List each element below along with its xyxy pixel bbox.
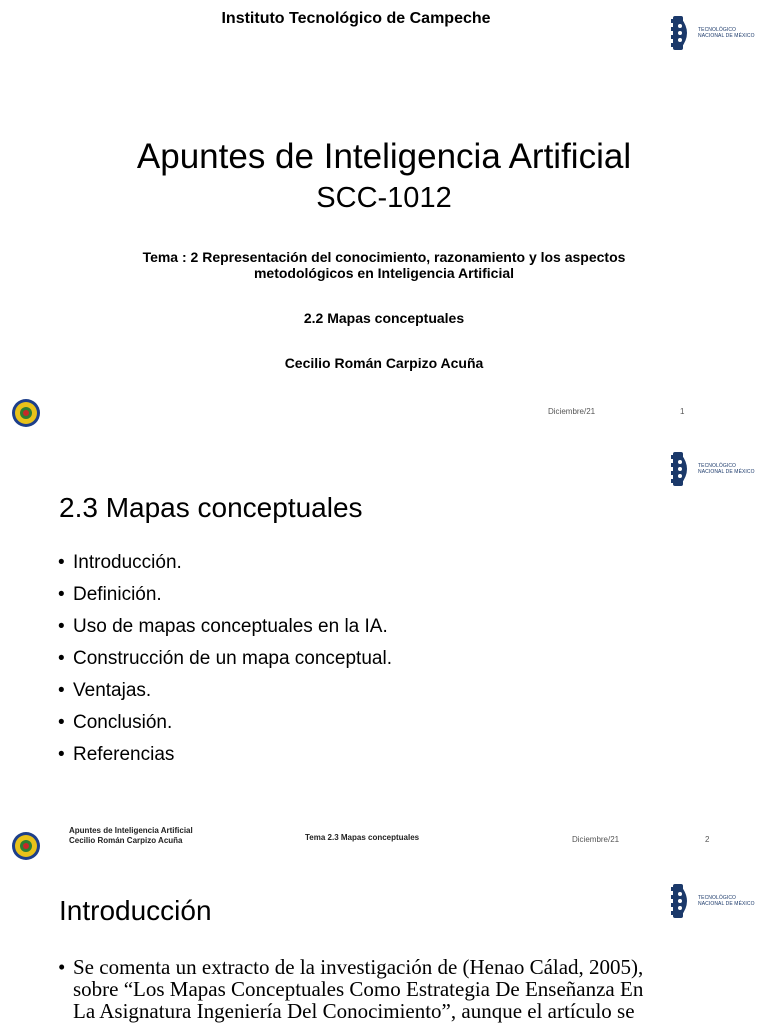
footer-course-author: [69, 826, 193, 846]
tecnm-logo-line2: NACIONAL DE MÉXICO: [698, 901, 755, 907]
bullet-dot: •: [58, 955, 66, 979]
footer-page-number: 1: [680, 407, 685, 416]
institute-seal-icon: [11, 398, 41, 428]
list-item: • Introducción.: [58, 552, 182, 573]
paragraph-line: Se comenta un extracto de la investigación de (Henao Cálad, 2005),: [73, 955, 644, 979]
list-item: • Uso de mapas conceptuales en la IA.: [58, 616, 388, 637]
slide-2: [0, 440, 768, 870]
tecnm-logo-line2: NACIONAL DE MÉXICO: [698, 33, 755, 39]
tecnm-logo: [671, 450, 755, 488]
bullet-list: [58, 547, 392, 771]
intro-paragraph: [58, 956, 738, 1022]
tecnm-logo-line2: NACIONAL DE MÉXICO: [698, 469, 755, 475]
slide-title: 2.3 Mapas conceptuales: [59, 492, 363, 523]
slide-1: [0, 0, 768, 440]
footer-date: Diciembre/21: [548, 407, 596, 416]
institution-name: Instituto Tecnológico de Campeche: [221, 10, 491, 27]
footer-author: Cecilio Román Carpizo Acuña: [69, 836, 183, 845]
author-name: Cecilio Román Carpizo Acuña: [284, 355, 484, 371]
list-item: • Definición.: [58, 584, 162, 605]
gear-emblem-icon: [671, 14, 693, 52]
tecnm-logo: [671, 14, 755, 52]
slide-title: Introducción: [59, 895, 212, 926]
list-item: • Referencias: [58, 744, 175, 765]
subtopic-text: 2.2 Mapas conceptuales: [303, 310, 465, 326]
paragraph-line: sobre “Los Mapas Conceptuales Como Estrategia De Enseñanza En: [73, 977, 644, 1001]
course-code: SCC-1012: [316, 182, 452, 214]
tecnm-logo-line1: TECNOLÓGICO: [698, 895, 737, 901]
footer-page-number: 2: [705, 835, 710, 844]
topic-text: Tema : 2 Representación del conocimiento, razonamiento y los aspectos metodológicos en Inteligencia Artificial: [142, 249, 626, 281]
list-item: • Construcción de un mapa conceptual.: [58, 648, 392, 669]
footer-topic: Tema 2.3 Mapas conceptuales: [305, 833, 420, 842]
institute-seal-icon: [11, 831, 41, 861]
gear-emblem-icon: [671, 450, 693, 488]
tecnm-logo: [671, 882, 755, 920]
tecnm-logo-line1: TECNOLÓGICO: [698, 463, 737, 469]
list-item: • Ventajas.: [58, 680, 152, 701]
footer-course: Apuntes de Inteligencia Artificial: [69, 826, 193, 835]
list-item: • Conclusión.: [58, 712, 173, 733]
paragraph-line: La Asignatura Ingeniería Del Conocimiento”, aunque el artículo se: [73, 999, 635, 1023]
slide-title: Apuntes de Inteligencia Artificial: [136, 137, 632, 176]
tecnm-logo-line1: TECNOLÓGICO: [698, 27, 737, 33]
slide-3: [0, 870, 768, 1024]
footer-date: Diciembre/21: [572, 835, 620, 844]
gear-emblem-icon: [671, 882, 693, 920]
